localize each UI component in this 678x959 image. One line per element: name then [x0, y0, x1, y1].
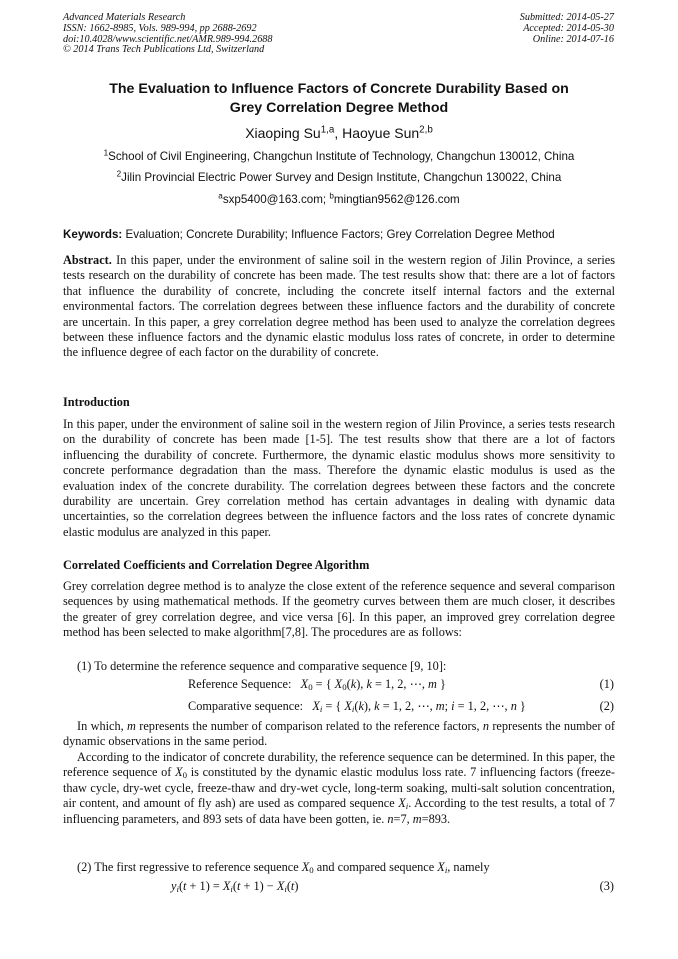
- p2-text-a: In which,: [77, 719, 128, 733]
- journal-name: Advanced Materials Research: [63, 12, 186, 23]
- p3-var-m: m: [412, 811, 422, 826]
- section2-paragraph-3: According to the indicator of concrete durability, the reference sequence can be determined. In this paper, the reference sequence of $X_0$ is constituted by the dynamic elastic modulus loss rate. 7 influencing factors (freeze-thaw cycle, dry-wet cycle, freeze-thaw and dry-wet cycle, long-term soaking, multi-salt solution concentration, air content, and amount of fly ash) are used as compared sequence $X_i$. According to the test results, a total of 7 influencing parameters, and 893 sets of data have been gotten, ie. n=7, m=893.: [63, 750, 616, 826]
- step-2: (2) The first regressive to reference sequence $X_0$ and compared sequence $X_i$, namely: [77, 860, 490, 876]
- eq3-number: (3): [599, 879, 614, 893]
- author-emails: [63, 193, 615, 207]
- author-1: Xiaoping Su: [245, 125, 321, 141]
- email-a: sxp5400@163.com;: [222, 193, 330, 206]
- abstract-text: In this paper, under the environment of saline soil in the western region of Jilin Province, a series tests research on the durability of concrete has been made. The test results show that: there are a lot of factors that influence the durability of concrete, including the concrete itself internal factors and the external environmental factors. The correlation degrees between these influence factors and the durability of concrete are uncertain. In this paper, a grey correlation degree method has been used to analyze the correlation degrees between these influence factors and the dynamic elastic modulus loss rates of concrete, in order to determine the influence degree of each factor on the durability of concrete.: [63, 253, 615, 360]
- eq2-label: Comparative sequence:: [188, 699, 304, 713]
- p2-text-b: represents the number of comparison related to the reference factors,: [135, 719, 483, 733]
- abstract-label: Abstract.: [63, 253, 112, 267]
- affiliation-1-mark: 1: [103, 148, 109, 158]
- section2-heading: Correlated Coefficients and Correlation Degree Algorithm: [63, 558, 370, 572]
- submission-dates: [520, 13, 614, 45]
- p2-var-m: m: [127, 719, 136, 733]
- p3-text-b: is constituted by the dynamic elastic modulus loss rate. 7 influencing factors (freeze-thaw cycle, dry-wet cycle, freeze-thaw and dry-wet cycle, long-term soaking, multi-salt solution concentration, air content, and amount of fly ash) are used as compared sequence: [63, 765, 615, 811]
- p3-text-c: . According to the test results, a total of 7 influencing parameters, and 893 sets of data have been gotten, ie.: [63, 796, 616, 826]
- journal-doi: doi:10.4028/www.scientific.net/AMR.989-994.2688: [63, 33, 273, 45]
- author-1-mark: 1,a: [320, 124, 335, 136]
- paper-title: [63, 80, 615, 118]
- step2-text-b: and compared sequence: [313, 860, 438, 874]
- journal-copyright: © 2014 Trans Tech Publications Ltd, Switzerland: [63, 44, 265, 56]
- journal-info: [63, 13, 272, 56]
- abstract: [63, 253, 615, 361]
- step2-text-c: , namely: [447, 860, 490, 874]
- equation-3: $y_i(t + 1) = X_i(t + 1) - X_i(t)$: [171, 879, 299, 895]
- p3-text-d: =7,: [393, 811, 413, 826]
- step2-text-a: (2) The first regressive to reference sequence: [77, 860, 302, 874]
- equation-1: Reference Sequence: $X_0$ = { $X_0(k)$, k = 1, 2, ⋯, m }: [188, 677, 446, 693]
- author-2: Haoyue Sun: [342, 125, 420, 141]
- email-b: mingtian9562@126.com: [333, 193, 460, 206]
- accepted-date: Accepted: 2014-05-30: [523, 22, 614, 34]
- author-list: [63, 124, 615, 142]
- eq1-number: (1): [599, 677, 614, 691]
- affiliation-2-text: Jilin Provincial Electric Power Survey and Design Institute, Changchun 130022, China: [121, 171, 562, 184]
- email-b-mark: b: [329, 191, 334, 201]
- title-line-2: Grey Correlation Degree Method: [229, 100, 449, 116]
- affiliation-1: [63, 150, 615, 164]
- author-2-mark: 2,b: [419, 124, 433, 136]
- equation-2: Comparative sequence: $X_i$ = { $X_i(k)$, k = 1, 2, ⋯, m; i = 1, 2, ⋯, n }: [188, 699, 526, 715]
- p3-text-e: =893.: [421, 811, 451, 826]
- section2-paragraph-2: [63, 719, 615, 750]
- email-a-mark: a: [218, 191, 223, 201]
- intro-heading: Introduction: [63, 395, 130, 409]
- p2-var-n: n: [482, 719, 489, 733]
- journal-issn: ISSN: 1662-8985, Vols. 989-994, pp 2688-2692: [63, 22, 257, 34]
- p3-text-a: According to the indicator of concrete durability, the reference sequence can be determined. In this paper, the reference sequence of: [63, 750, 615, 780]
- keywords-label: Keywords:: [63, 228, 123, 241]
- section2-paragraph-1: Grey correlation degree method is to analyze the close extent of the reference sequence and several comparison sequences by using mathematical methods. If the geometry curves between them are much closer, it describes the greater of grey correlation degree, and vice versa [6]. In this paper, an improved grey correlation degree method has been selected to make algorithm[7,8]. The procedures are as follows:: [63, 579, 615, 640]
- eq1-label: Reference Sequence:: [188, 677, 292, 691]
- intro-paragraph: In this paper, under the environment of saline soil in the western region of Jilin Province, a series tests research on the durability of concrete has been made [1-5]. The test results show that there are a lot of factors influencing the durability of concrete. Furthermore, the dynamic elastic modulus shows more sensitivity to concrete performance degradation than the mass. Therefore the dynamic elastic modulus is used as the evaluation index of the concrete durability. The correlation degrees between these factors and the concrete durability are uncertain. Grey correlation method has certain advantages in dealing with dynamic data uncertainties, so the correlation degrees between the influence factors and the loss rates of concrete dynamic elastic modulus are analyzed in this paper.: [63, 417, 615, 539]
- keywords: [63, 228, 615, 242]
- author-separator: ,: [334, 125, 343, 141]
- affiliation-1-text: School of Civil Engineering, Changchun Institute of Technology, Changchun 130012, China: [108, 150, 575, 163]
- affiliation-2-mark: 2: [116, 169, 122, 179]
- affiliation-2: [63, 171, 615, 185]
- eq2-number: (2): [599, 699, 614, 713]
- title-line-1: The Evaluation to Influence Factors of Concrete Durability Based on: [109, 81, 569, 97]
- p2-text-c: represents the number of dynamic observations in the same period.: [63, 719, 615, 749]
- online-date: Online: 2014-07-16: [532, 33, 614, 45]
- step-1: (1) To determine the reference sequence and comparative sequence [9, 10]:: [77, 659, 447, 673]
- submitted-date: Submitted: 2014-05-27: [519, 12, 614, 23]
- p3-var-n: n: [387, 811, 394, 826]
- keywords-text: Evaluation; Concrete Durability; Influence Factors; Grey Correlation Degree Method: [122, 228, 555, 241]
